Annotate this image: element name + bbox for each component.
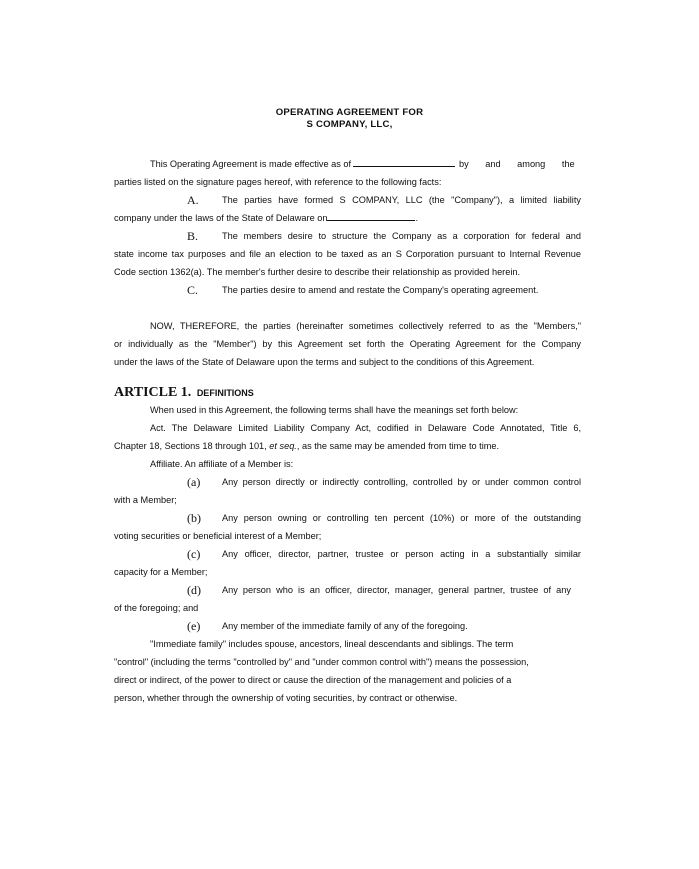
item-d-letter: (d) [187,583,201,597]
effective-date-blank [353,158,455,167]
item-b-line-1: Any person owning or controlling ten percent (10%) or more of the outstanding [222,513,581,523]
fact-b-line-3: Code section 1362(a). The member's further desire to describe their relationship as provided herein. [114,267,521,277]
intro-text-b: by and among the [459,159,575,169]
article-1-heading [114,385,254,401]
act-definition-line-1: Act. The Delaware Limited Liability Company Act, codified in Delaware Code Annotated, Title 6, [150,423,581,433]
immediate-family-line-4: person, whether through the ownership of voting securities, by contract or otherwise. [114,693,458,703]
fact-a-letter: A. [187,193,199,207]
item-c-line-1: Any officer, director, partner, trustee or person acting in a substantially similar [222,549,581,559]
fact-c-letter: C. [187,283,199,297]
article-1-label: ARTICLE 1. [114,385,192,400]
item-a-line-1: Any person directly or indirectly controlling, controlled by or under common control [222,477,581,487]
fact-a-line-2 [114,212,418,224]
immediate-family-line-2: "control" (including the terms "controlled by" and "under common control with") means the possession, [114,657,529,667]
document-title-line-2: S COMPANY, LLC, [306,119,393,130]
fact-b-letter: B. [187,229,199,243]
now-therefore-line-3: under the laws of the State of Delaware upon the terms and subject to the conditions of this Agreement. [114,357,535,367]
now-therefore-bold: NOW, THEREFORE [150,321,237,331]
definitions-intro: When used in this Agreement, the following terms shall have the meanings set forth below: [150,405,519,415]
intro-text-b-wrap [459,158,581,170]
fact-b-line-1: The members desire to structure the Company as a corporation for federal and [222,231,581,241]
affiliate-definition: Affiliate. An affiliate of a Member is: [150,459,294,469]
immediate-family-line-3: direct or indirect, of the power to direct or cause the direction of the management and policies of a [114,675,512,685]
document-title-line-1: OPERATING AGREEMENT FOR [275,107,424,118]
now-therefore-line-2: or individually as the "Member") by this Agreement set forth the Operating Agreement for the Company [114,339,581,349]
item-c-letter: (c) [187,547,201,561]
formation-date-blank [327,212,415,221]
fact-c-line-1: The parties desire to amend and restate the Company's operating agreement. [222,285,539,295]
item-d-line-2: of the foregoing; and [114,603,199,613]
intro-line-1 [150,158,581,170]
now-therefore-rest: , the parties (hereinafter sometimes collectively referred to as the "Members," [236,321,581,331]
fact-a-line-2-end: . [415,213,419,223]
item-c-line-2: capacity for a Member; [114,567,208,577]
item-d-line-1: Any person who is an officer, director, manager, general partner, trustee of any [222,585,571,595]
now-therefore-line-1 [150,320,581,332]
item-a-letter: (a) [187,475,201,489]
act-definition-line-2 [114,440,499,452]
intro-line-2: parties listed on the signature pages hereof, with reference to the following facts: [114,177,442,187]
item-e-line-1: Any member of the immediate family of any of the foregoing. [222,621,468,631]
item-e-letter: (e) [187,619,201,633]
act-line-2-a: Chapter 18, Sections 18 through 101, [114,441,270,451]
item-b-letter: (b) [187,511,201,525]
act-line-2-italic: et seq. [269,441,297,451]
fact-a-line-2-text: company under the laws of the State of Delaware on [114,213,328,223]
intro-text-a: This Operating Agreement is made effective as of [150,159,352,169]
fact-a-line-1: The parties have formed S COMPANY, LLC (the "Company"), a limited liability [222,195,581,205]
act-line-2-b: , as the same may be amended from time to time. [296,441,500,451]
fact-b-line-2: state income tax purposes and file an election to be taxed as an S Corporation pursuant to Internal Revenue [114,249,581,259]
item-b-line-2: voting securities or beneficial interest of a Member; [114,531,322,541]
article-1-title: DEFINITIONS [196,388,254,398]
item-a-line-2: with a Member; [114,495,177,505]
immediate-family-line-1: "Immediate family" includes spouse, ancestors, lineal descendants and siblings. The term [150,639,514,649]
